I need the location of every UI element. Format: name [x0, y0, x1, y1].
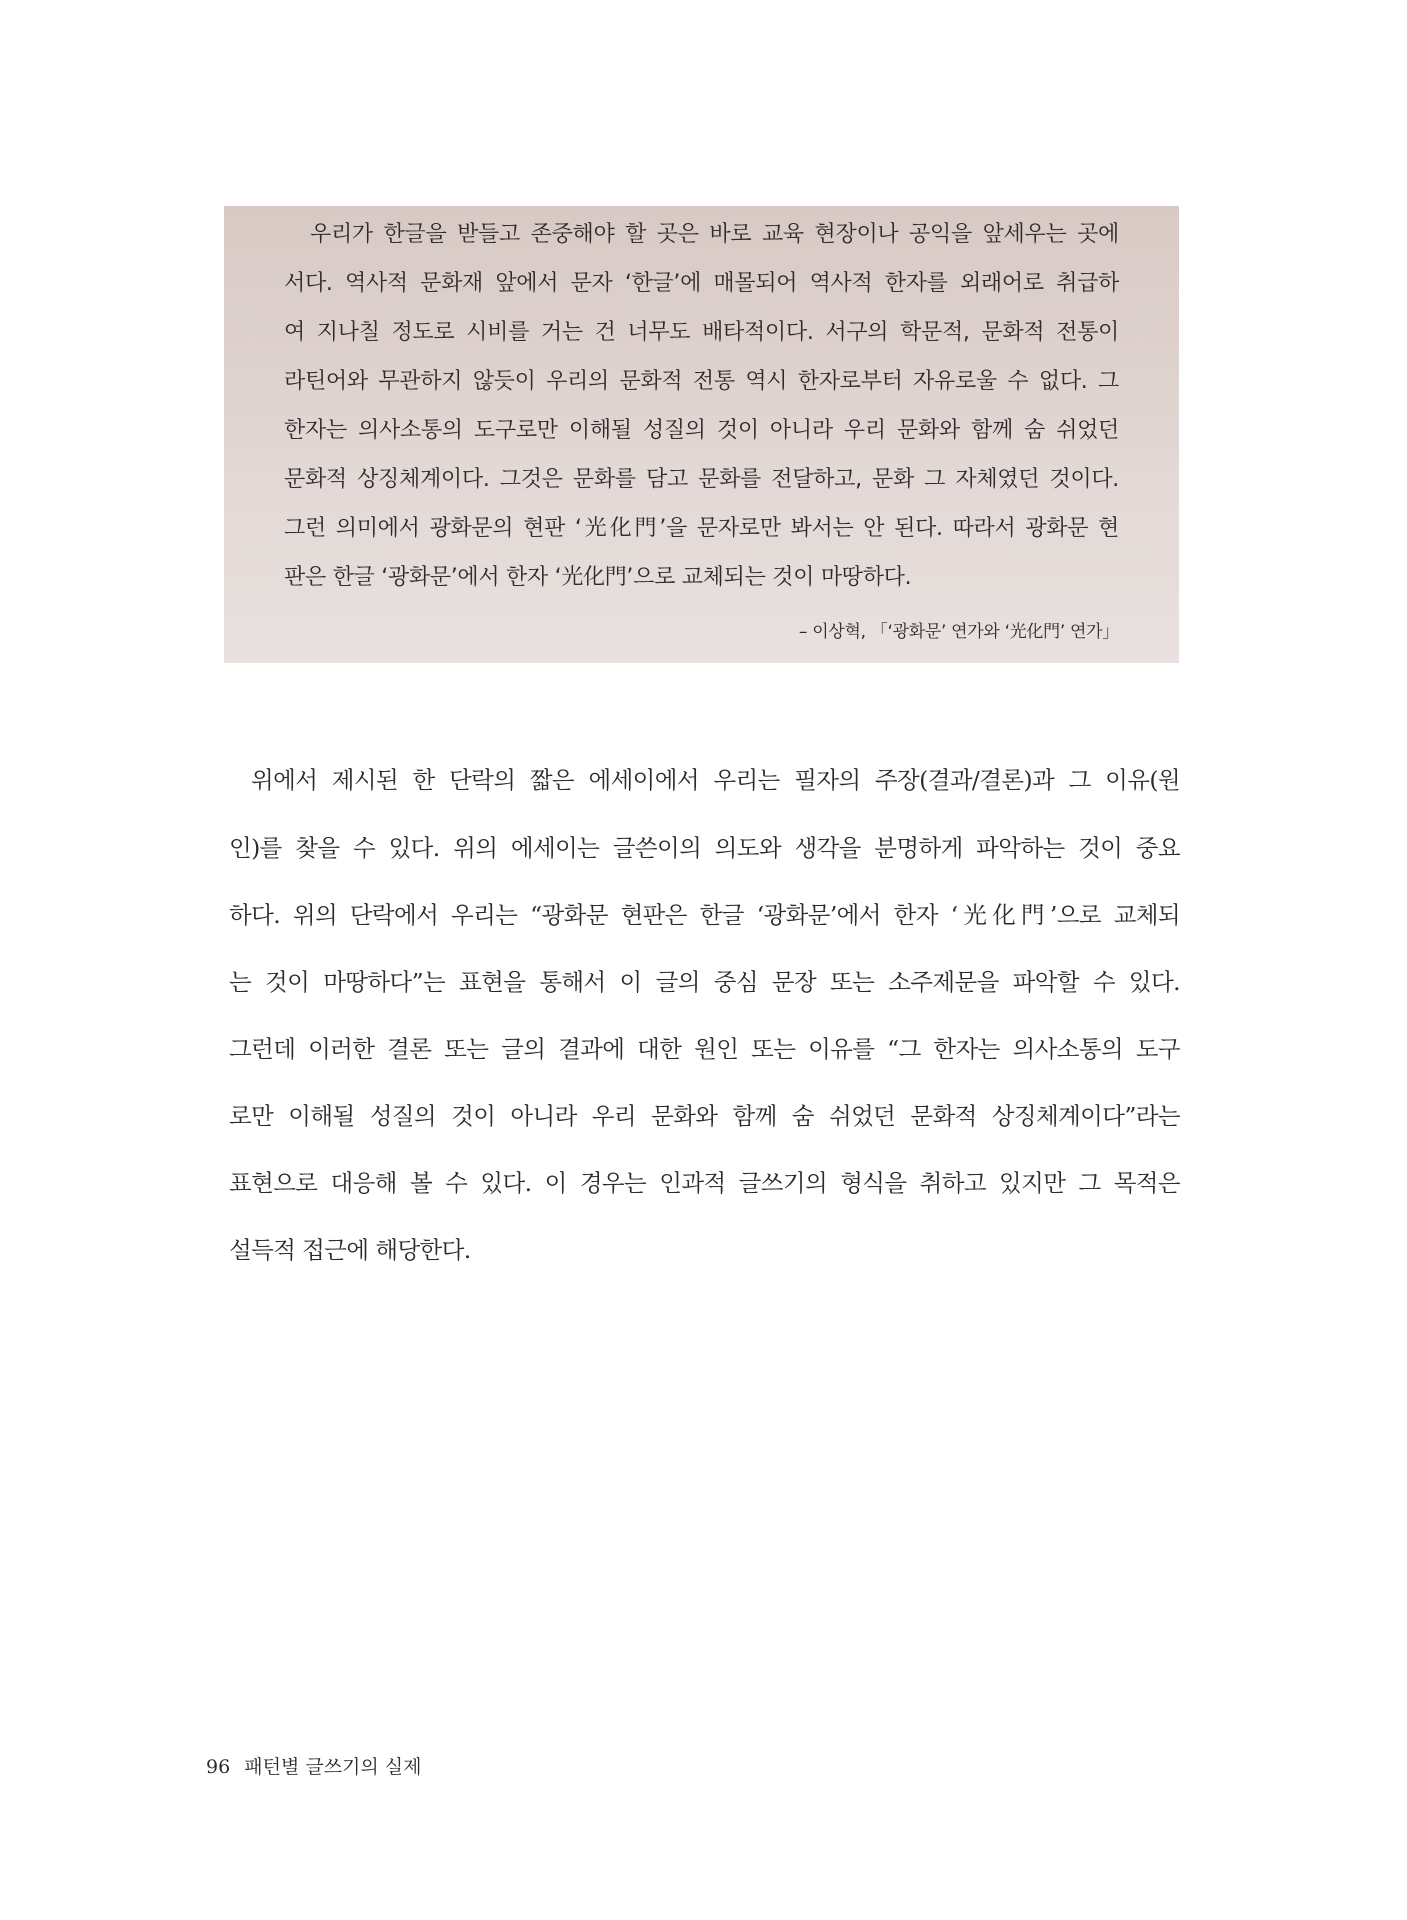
page-number: 96 [206, 1756, 231, 1778]
quote-line: 한자는 의사소통의 도구로만 이해될 성질의 것이 아니라 우리 문화와 함께 숨 쉬었던 [284, 418, 1119, 443]
body-line: 설득적 접근에 해당한다. [229, 1236, 471, 1264]
quote-line: 여 지나칠 정도로 시비를 거는 건 너무도 배타적이다. 서구의 학문적, 문화적 전통이 [284, 320, 1119, 345]
book-title: 패턴별 글쓰기의 실제 [244, 1756, 422, 1778]
quote-line: 서다. 역사적 문화재 앞에서 문자 ‘한글’에 매몰되어 역사적 한자를 외래어로 취급하 [284, 271, 1119, 296]
quote-line: 그런 의미에서 광화문의 현판 ‘光化門’을 문자로만 봐서는 안 된다. 따라서 광화문 현 [284, 516, 1119, 541]
quote-line: 라틴어와 무관하지 않듯이 우리의 문화적 전통 역시 한자로부터 자유로울 수 없다. 그 [284, 369, 1119, 394]
quote-line: 문화적 상징체계이다. 그것은 문화를 담고 문화를 전달하고, 문화 그 자체였던 것이다. [284, 467, 1119, 492]
body-line: 그런데 이러한 결론 또는 글의 결과에 대한 원인 또는 이유를 “그 한자는 의사소통의 도구 [229, 1035, 1180, 1063]
quote-line: 우리가 한글을 받들고 존중해야 할 곳은 바로 교육 현장이나 공익을 앞세우는 곳에 [310, 222, 1119, 247]
body-line: 표현으로 대응해 볼 수 있다. 이 경우는 인과적 글쓰기의 형식을 취하고 있지만 그 목적은 [229, 1169, 1180, 1197]
body-line: 하다. 위의 단락에서 우리는 “광화문 현판은 한글 ‘광화문’에서 한자 ‘光化門’으로 교체되 [229, 901, 1180, 929]
body-line: 인)를 찾을 수 있다. 위의 에세이는 글쓴이의 의도와 생각을 분명하게 파악하는 것이 중요 [229, 834, 1180, 862]
body-line: 위에서 제시된 한 단락의 짧은 에세이에서 우리는 필자의 주장(결과/결론)과 그 이유(원 [251, 766, 1180, 794]
page-footer [206, 1754, 422, 1780]
quote-line: 판은 한글 ‘광화문’에서 한자 ‘光化門’으로 교체되는 것이 마땅하다. [284, 565, 912, 590]
body-line: 는 것이 마땅하다”는 표현을 통해서 이 글의 중심 문장 또는 소주제문을 파악할 수 있다. [229, 968, 1180, 996]
quote-box [224, 206, 1179, 663]
body-line: 로만 이해될 성질의 것이 아니라 우리 문화와 함께 숨 쉬었던 문화적 상징체계이다”라는 [229, 1102, 1180, 1130]
quote-source: – 이상혁, 「‘광화문’ 연가와 ‘光化門’ 연가」 [798, 622, 1119, 642]
